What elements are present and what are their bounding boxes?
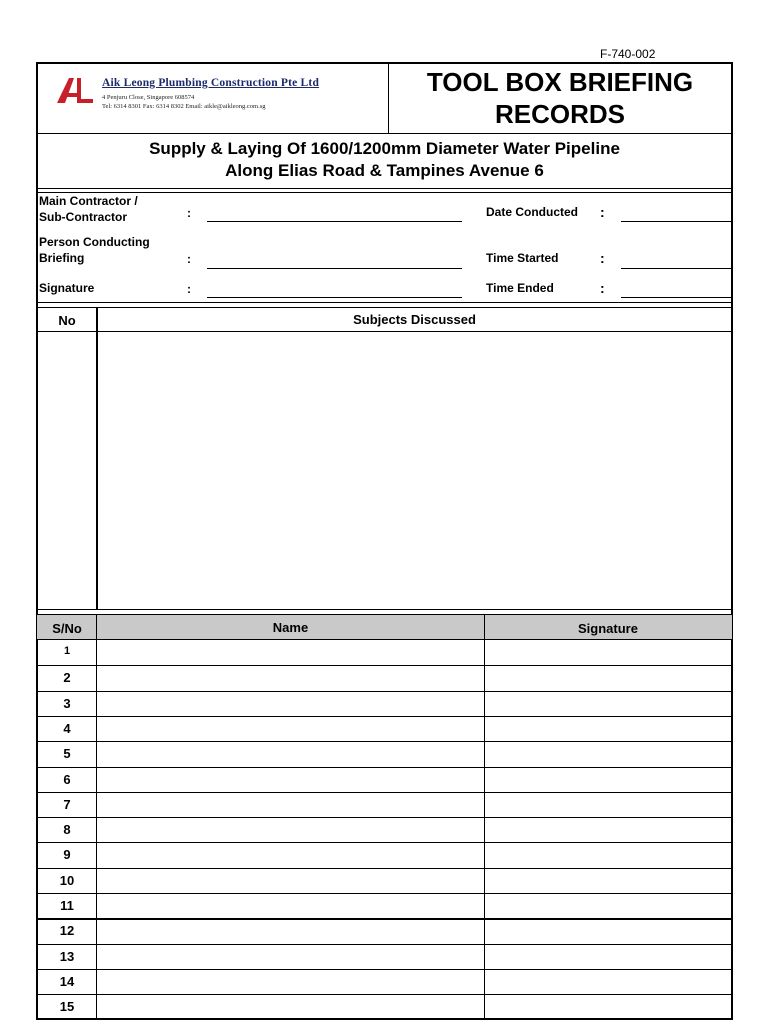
signature-cell[interactable] <box>486 869 731 892</box>
rule <box>37 609 732 610</box>
signature-label: Signature <box>39 281 95 295</box>
subjects-header: Subjects Discussed <box>353 312 476 327</box>
row-number: 7 <box>63 796 71 812</box>
signature-cell[interactable] <box>486 894 731 917</box>
signature-cell[interactable] <box>486 717 731 740</box>
row-number: 8 <box>63 822 71 838</box>
name-cell[interactable] <box>98 793 483 816</box>
name-cell[interactable] <box>98 894 483 917</box>
rule <box>37 639 732 640</box>
time-started-field[interactable] <box>621 268 731 269</box>
colon: : <box>187 252 191 266</box>
row-number: 4 <box>63 720 71 736</box>
project-title: Supply & Laying Of 1600/1200mm Diameter Water Pipeline Along Elias Road & Tampines Avenue 6 <box>149 139 620 180</box>
colon: : <box>187 282 191 296</box>
row-number: 2 <box>63 670 71 686</box>
time-ended-label: Time Ended <box>486 281 554 295</box>
signature-cell[interactable] <box>486 919 731 942</box>
signature-cell[interactable] <box>486 742 731 765</box>
signature-cell[interactable] <box>486 692 731 715</box>
row-number: 5 <box>63 746 71 762</box>
time-started-label: Time Started <box>486 251 559 265</box>
row-number: 12 <box>59 923 75 939</box>
signature-cell[interactable] <box>486 843 731 866</box>
row-number: 6 <box>63 771 71 787</box>
contractor-field[interactable] <box>207 221 462 222</box>
rule <box>37 307 732 308</box>
rule <box>37 188 732 189</box>
colon: : <box>600 280 605 296</box>
no-header: No <box>58 313 76 328</box>
row-number: 14 <box>59 973 75 989</box>
header-bottom-rule <box>37 133 732 134</box>
company-block <box>102 77 319 111</box>
rule <box>37 192 732 193</box>
name-cell[interactable] <box>98 768 483 791</box>
company-contact: Tel: 6314 8301 Fax: 6314 8302 Email: aikle@aikleong.com.sg <box>102 103 266 110</box>
name-cell[interactable] <box>98 869 483 892</box>
name-cell[interactable] <box>98 945 483 968</box>
row-number: 11 <box>60 898 74 913</box>
name-cell[interactable] <box>98 995 483 1018</box>
name-cell[interactable] <box>98 717 483 740</box>
row-number: 10 <box>59 872 75 888</box>
time-ended-field[interactable] <box>621 297 731 298</box>
person-conducting-label: Person Conducting Briefing <box>39 235 150 265</box>
signature-cell[interactable] <box>486 818 731 841</box>
signature-cell[interactable] <box>486 768 731 791</box>
signature-field[interactable] <box>207 297 462 298</box>
company-logo <box>55 76 95 104</box>
company-address: 4 Penjuru Close, Singapore 608574 <box>102 94 195 101</box>
name-cell[interactable] <box>98 970 483 993</box>
date-conducted-field[interactable] <box>621 221 731 222</box>
sno-header: S/No <box>52 621 82 636</box>
rule <box>37 302 732 303</box>
signature-cell[interactable] <box>486 945 731 968</box>
colon: : <box>187 206 191 220</box>
name-cell[interactable] <box>98 919 483 942</box>
subjects-area[interactable] <box>98 333 730 608</box>
colon: : <box>600 250 605 266</box>
date-conducted-label: Date Conducted <box>486 205 579 219</box>
signature-cell[interactable] <box>486 641 731 664</box>
contractor-label: Main Contractor / Sub-Contractor <box>39 194 138 224</box>
name-cell[interactable] <box>98 818 483 841</box>
name-cell[interactable] <box>98 843 483 866</box>
document-title: TOOL BOX BRIEFING RECORDS <box>426 67 694 129</box>
rule <box>37 331 732 332</box>
row-number: 13 <box>59 948 75 964</box>
row-number: 1 <box>63 645 71 657</box>
row-number: 9 <box>63 847 71 863</box>
signature-cell[interactable] <box>486 666 731 689</box>
signature-cell[interactable] <box>486 970 731 993</box>
row-number: 3 <box>63 695 71 711</box>
name-cell[interactable] <box>98 692 483 715</box>
row-number: 15 <box>59 999 75 1015</box>
signature-header: Signature <box>578 621 638 636</box>
signature-cell[interactable] <box>486 793 731 816</box>
name-cell[interactable] <box>98 666 483 689</box>
colon: : <box>600 204 605 220</box>
signature-cell[interactable] <box>486 995 731 1018</box>
company-name: Aik Leong Plumbing Construction Pte Ltd <box>102 77 320 89</box>
header-divider <box>388 63 389 134</box>
name-cell[interactable] <box>98 641 483 664</box>
person-conducting-field[interactable] <box>207 268 462 269</box>
name-cell[interactable] <box>98 742 483 765</box>
name-header: Name <box>272 620 309 635</box>
form-code: F-740-002 <box>600 47 656 61</box>
